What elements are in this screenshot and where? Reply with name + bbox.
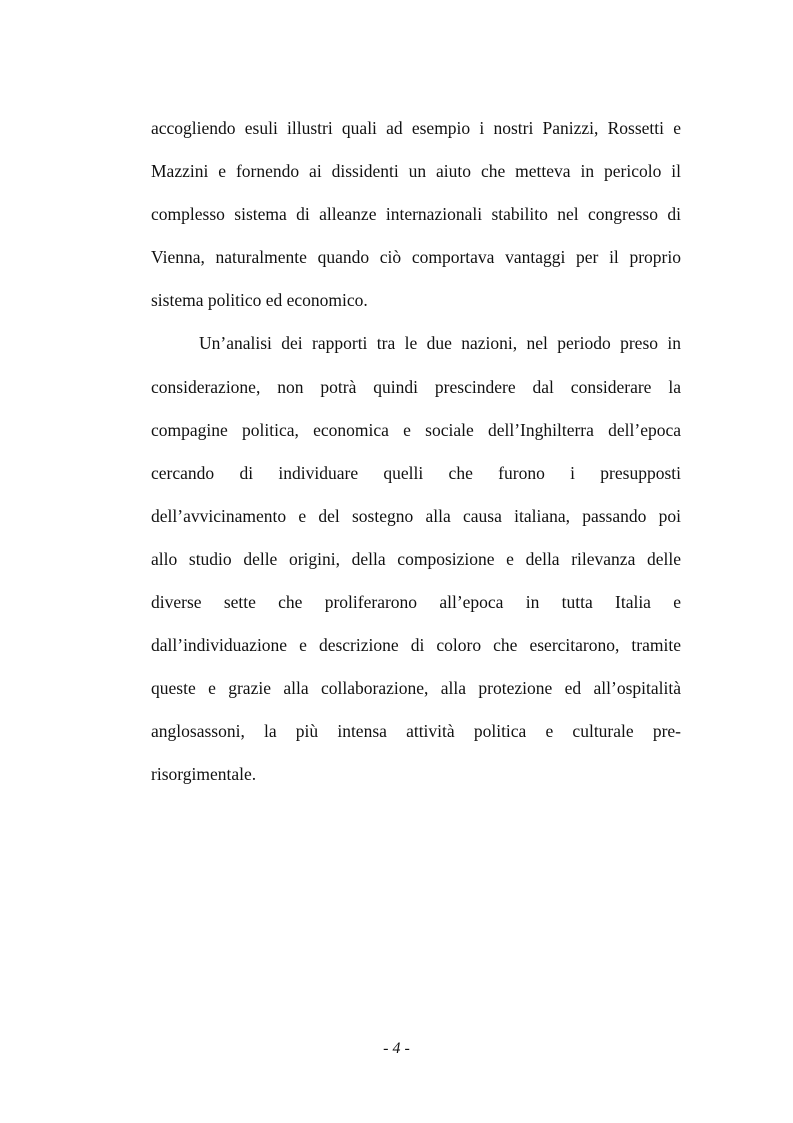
text-line: Mazzini e fornendo ai dissidenti un aiuto che metteva in pericolo il bbox=[151, 161, 681, 182]
document-body bbox=[151, 107, 681, 797]
paragraph bbox=[151, 107, 681, 322]
text-line: diverse sette che proliferarono all’epoca in tutta Italia e bbox=[151, 592, 681, 613]
text-line: dell’avvicinamento e del sostegno alla causa italiana, passando poi bbox=[151, 505, 681, 526]
text-line: risorgimentale. bbox=[151, 764, 257, 785]
page-number: - 4 - bbox=[383, 1040, 410, 1057]
text-line: anglosassoni, la più intensa attività politica e culturale pre- bbox=[151, 721, 681, 742]
text-line: complesso sistema di alleanze internazionali stabilito nel congresso di bbox=[151, 204, 681, 225]
text-line: Un’analisi dei rapporti tra le due nazioni, nel periodo preso in bbox=[199, 333, 681, 354]
text-line: accogliendo esuli illustri quali ad esempio i nostri Panizzi, Rossetti e bbox=[151, 118, 681, 138]
text-line: allo studio delle origini, della composizione e della rilevanza delle bbox=[151, 548, 681, 569]
text-line: considerazione, non potrà quindi prescindere dal considerare la bbox=[151, 376, 681, 397]
text-line: queste e grazie alla collaborazione, alla protezione ed all’ospitalità bbox=[151, 678, 681, 699]
text-line: Vienna, naturalmente quando ciò comportava vantaggi per il proprio bbox=[151, 247, 681, 268]
text-line: compagine politica, economica e sociale dell’Inghilterra dell’epoca bbox=[151, 419, 681, 440]
text-line: sistema politico ed economico. bbox=[151, 290, 368, 311]
text-line: cercando di individuare quelli che furono i presupposti bbox=[151, 462, 681, 483]
text-line: dall’individuazione e descrizione di coloro che esercitarono, tramite bbox=[151, 635, 681, 656]
paragraph bbox=[151, 322, 681, 796]
